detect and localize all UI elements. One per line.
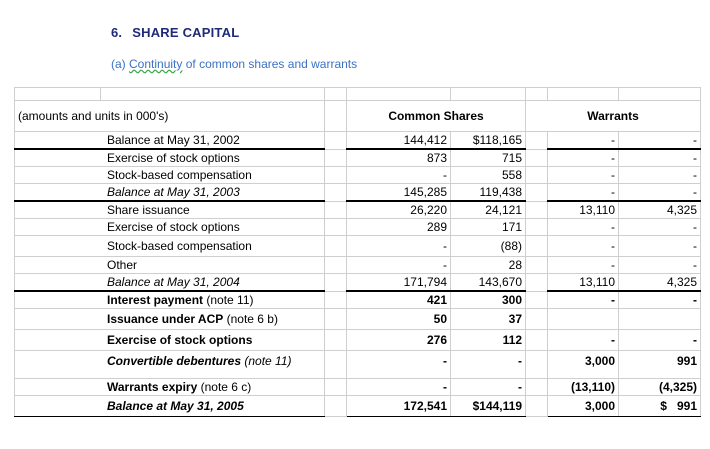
table-row	[15, 167, 701, 184]
row-label: Warrants expiry (note 6 c)	[15, 379, 325, 396]
cs-units: 873	[347, 149, 451, 167]
cs-amount: 112	[451, 330, 526, 351]
w-amount: 4,325	[619, 274, 701, 292]
table-row	[15, 236, 701, 257]
row-label: Interest payment (note 11)	[15, 291, 325, 309]
cs-amount: 171	[451, 219, 526, 236]
row-label: Balance at May 31, 2005	[15, 396, 325, 417]
cs-amount: -	[451, 379, 526, 396]
cs-amount: 300	[451, 291, 526, 309]
table-row	[15, 330, 701, 351]
row-label: Stock-based compensation	[15, 236, 325, 257]
cs-amount: 715	[451, 149, 526, 167]
row-label: Exercise of stock options	[15, 149, 325, 167]
cs-units: 172,541	[347, 396, 451, 417]
w-units: 3,000	[548, 351, 619, 379]
w-units: -	[548, 219, 619, 236]
cs-units: 144,412	[347, 132, 451, 150]
row-label: Other	[15, 257, 325, 274]
cs-units: 171,794	[347, 274, 451, 292]
cs-amount: 28	[451, 257, 526, 274]
subsection-rest: of common shares and warrants	[182, 57, 358, 71]
subsection-underlined-word: Continuity	[129, 57, 183, 71]
w-units: (13,110)	[548, 379, 619, 396]
cs-units: -	[347, 167, 451, 184]
row-label: Stock-based compensation	[15, 167, 325, 184]
share-capital-table	[14, 87, 701, 417]
w-units: -	[548, 291, 619, 309]
table-row	[15, 379, 701, 396]
w-units: -	[548, 257, 619, 274]
w-amount: $ 991	[619, 396, 701, 417]
cs-amount: $144,119	[451, 396, 526, 417]
cs-units: 276	[347, 330, 451, 351]
w-amount: -	[619, 132, 701, 150]
cs-amount: 119,438	[451, 184, 526, 202]
w-amount: -	[619, 184, 701, 202]
table-row	[15, 149, 701, 167]
w-amount: -	[619, 291, 701, 309]
table-row	[15, 274, 701, 292]
cs-units: -	[347, 257, 451, 274]
section-heading	[111, 25, 239, 40]
w-units: -	[548, 132, 619, 150]
row-label: Share issuance	[15, 201, 325, 219]
table-row	[15, 291, 701, 309]
w-amount: -	[619, 167, 701, 184]
subsection-heading	[111, 57, 357, 71]
row-label: Convertible debentures (note 11)	[15, 351, 325, 379]
table-row	[15, 184, 701, 202]
row-label: Issuance under ACP (note 6 b)	[15, 309, 325, 330]
section-title: SHARE CAPITAL	[132, 25, 240, 40]
w-amount: -	[619, 330, 701, 351]
table-row	[15, 219, 701, 236]
table-row	[15, 201, 701, 219]
table-row	[15, 257, 701, 274]
w-units: -	[548, 167, 619, 184]
cs-units: 145,285	[347, 184, 451, 202]
w-units: 13,110	[548, 201, 619, 219]
subsection-label: (a)	[111, 57, 126, 71]
cs-units: 26,220	[347, 201, 451, 219]
w-units: -	[548, 184, 619, 202]
w-units: 13,110	[548, 274, 619, 292]
w-amount: (4,325)	[619, 379, 701, 396]
common-shares-header: Common Shares	[347, 101, 526, 132]
cs-amount: 24,121	[451, 201, 526, 219]
cs-amount: 143,670	[451, 274, 526, 292]
section-number: 6.	[111, 25, 123, 40]
cs-units: 50	[347, 309, 451, 330]
w-amount: -	[619, 236, 701, 257]
w-units: -	[548, 236, 619, 257]
w-units: -	[548, 149, 619, 167]
table-row	[15, 351, 701, 379]
w-amount: 4,325	[619, 201, 701, 219]
cs-amount: 558	[451, 167, 526, 184]
table-row	[15, 132, 701, 150]
cs-amount: $118,165	[451, 132, 526, 150]
cs-units: -	[347, 351, 451, 379]
cs-units: -	[347, 236, 451, 257]
cs-amount: (88)	[451, 236, 526, 257]
w-amount: -	[619, 149, 701, 167]
row-label: Exercise of stock options	[15, 219, 325, 236]
row-label: Exercise of stock options	[15, 330, 325, 351]
cs-amount: -	[451, 351, 526, 379]
w-amount: -	[619, 219, 701, 236]
w-units	[548, 309, 619, 330]
cs-amount: 37	[451, 309, 526, 330]
table-row	[15, 309, 701, 330]
table-header-row	[15, 101, 701, 132]
units-note: (amounts and units in 000's)	[15, 101, 325, 132]
w-units: 3,000	[548, 396, 619, 417]
warrants-header: Warrants	[526, 101, 701, 132]
cs-units: 289	[347, 219, 451, 236]
row-label: Balance at May 31, 2002	[15, 132, 325, 150]
w-amount	[619, 309, 701, 330]
w-units: -	[548, 330, 619, 351]
row-label: Balance at May 31, 2003	[15, 184, 325, 202]
table-row	[15, 396, 701, 417]
w-amount: -	[619, 257, 701, 274]
cs-units: 421	[347, 291, 451, 309]
cs-units: -	[347, 379, 451, 396]
row-label: Balance at May 31, 2004	[15, 274, 325, 292]
w-amount: 991	[619, 351, 701, 379]
